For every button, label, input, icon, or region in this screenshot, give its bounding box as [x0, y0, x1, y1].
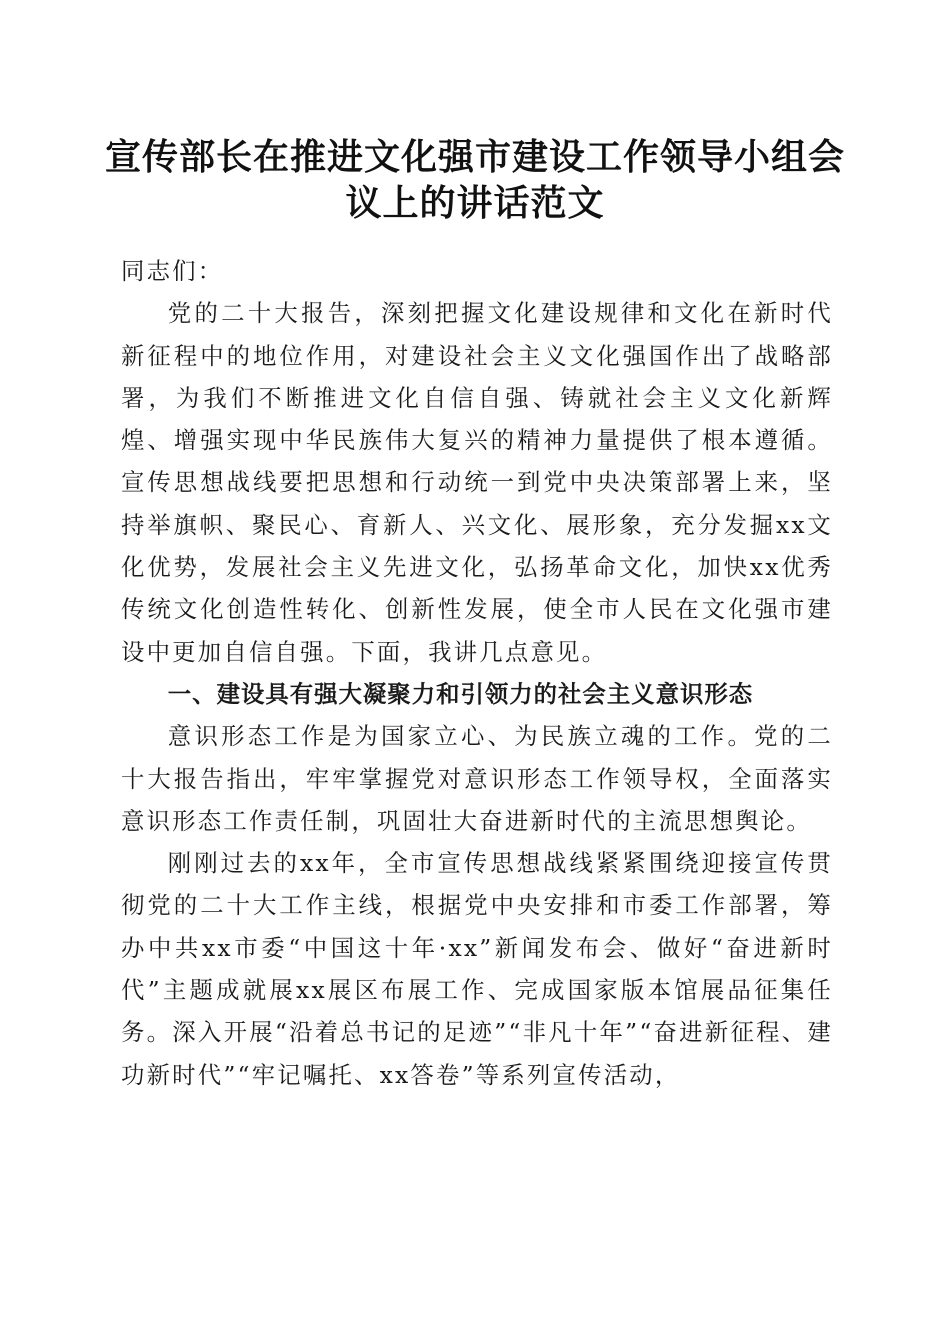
section1-paragraph-2: 刚刚过去的xx年，全市宣传思想战线紧紧围绕迎接宣传贯彻党的二十大工作主线，根据党中央安排和市委工作部署，筹办中共xx市委“中国这十年·xx”新闻发布会、做好“奋进新时代”主题成就展xx展区布展工作、完成国家版本馆展品征集任务。深入开展“沿着总书记的足迹”“非凡十年”“奋进新征程、建功新时代”“牢记嘱托、xx答卷”等系列宣传活动， — [121, 849, 833, 1089]
intro-paragraph: 党的二十大报告，深刻把握文化建设规律和文化在新时代新征程中的地位作用，对建设社会主义文化强国作出了战略部署，为我们不断推进文化自信自强、铸就社会主义文化新辉煌、增强实现中华民族伟大复兴的精神力量提供了根本遵循。宣传思想战线要把思想和行动统一到党中央决策部署上来，坚持举旗帜、聚民心、育新人、兴文化、展形象，充分发掘xx文化优势，发展社会主义先进文化，弘扬革命文化，加快xx优秀传统文化创造性转化、创新性发展，使全市人民在文化强市建设中更加自信自强。下面，我讲几点意见。 — [121, 299, 833, 666]
greeting: 同志们： — [121, 257, 224, 285]
title-line-1: 宣传部长在推进文化强市建设工作领导小组会 — [104, 136, 845, 178]
document-body — [121, 250, 833, 1096]
document-title — [100, 134, 850, 226]
section1-paragraph-1: 意识形态工作是为国家立心、为民族立魂的工作。党的二十大报告指出，牢牢掌握党对意识形态工作领导权，全面落实意识形态工作责任制，巩固壮大奋进新时代的主流思想舆论。 — [121, 722, 833, 835]
title-line-2: 议上的讲话范文 — [345, 182, 605, 224]
section-heading-1: 一、建设具有强大凝聚力和引领力的社会主义意识形态 — [167, 679, 754, 708]
